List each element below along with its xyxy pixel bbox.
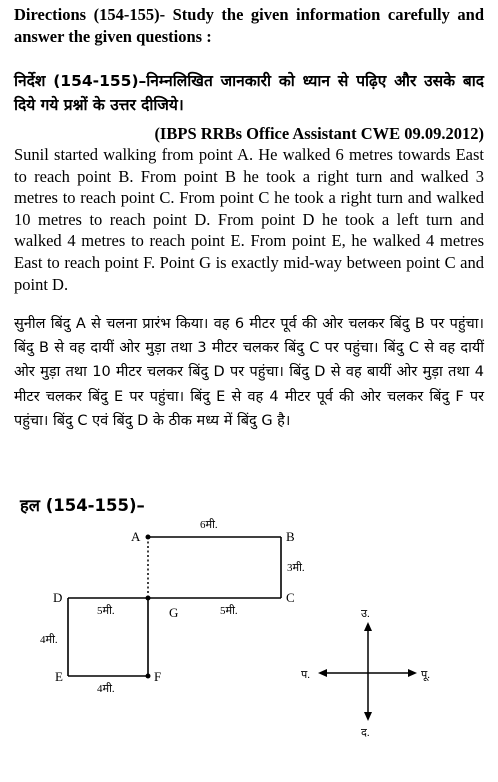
label-b: B <box>286 529 295 544</box>
compass-north: उ. <box>361 608 370 620</box>
direction-diagram <box>0 505 498 782</box>
point-f-dot <box>146 674 151 679</box>
compass-south: द. <box>361 727 370 739</box>
length-bc: 3मी. <box>287 562 305 574</box>
directions-hindi-text: निर्देश (154-155)–निम्नलिखित जानकारी को ध्यान से पढ़िए और उसके बाद दिये गये प्रश्नों के उत्तर दीजिये। <box>14 72 484 114</box>
solution-label: हल (154-155)– <box>20 496 145 515</box>
label-c: C <box>286 590 295 605</box>
compass-east: पू. <box>421 669 430 681</box>
length-gc: 5मी. <box>220 605 238 617</box>
arrow-east-icon <box>408 669 417 677</box>
label-g: G <box>169 605 179 620</box>
label-a: A <box>131 529 141 544</box>
directions-text: Directions (154-155)- Study the given information carefully and answer the given questions : <box>14 5 484 46</box>
arrow-south-icon <box>364 712 372 721</box>
length-dg: 5मी. <box>97 605 115 617</box>
point-a-dot <box>146 535 151 540</box>
length-ef: 4मी. <box>97 683 115 695</box>
label-d: D <box>53 590 63 605</box>
compass-west: प. <box>301 669 310 681</box>
point-g-dot <box>146 596 151 601</box>
compass <box>301 608 430 739</box>
arrow-north-icon <box>364 622 372 631</box>
question-paragraph-english: Sunil started walking from point A. He walked 6 metres towards East to reach point B. From point B he took a right turn and walked 3 metres to reach point C. From point C he took a right turn and walked 10 metres to reach point D. From point D he took a left turn and walked 4 metres to reach point E. From point E, he walked 4 metres East to reach point F. Point G is exactly mid-way between point C and point D. <box>14 145 484 294</box>
label-f: F <box>154 669 162 684</box>
exam-source: (IBPS RRBs Office Assistant CWE 09.09.2012) <box>154 124 484 143</box>
length-ab: 6मी. <box>200 519 218 531</box>
label-e: E <box>55 669 63 684</box>
arrow-west-icon <box>318 669 327 677</box>
length-de: 4मी. <box>40 634 58 646</box>
question-paragraph-hindi: सुनील बिंदु A से चलना प्रारंभ किया। वह 6 मीटर पूर्व की ओर चलकर बिंदु B पर पहुंचा। बिंदु B से वह दायीं ओर मुड़ा तथा 3 मीटर चलकर बिंदु C पर पहुंचा। बिंदु C से वह दायीं ओर मुड़ा तथा 10 मीटर चलकर बिंदु D पर पहुंचा। बिंदु D से वह बायीं ओर मुड़ा तथा 4 मीटर चलकर बिंदु E पर पहुंचा। बिंदु E से वह 4 मीटर पूर्व की ओर चलकर बिंदु F पर पहुंचा। बिंदु C एवं बिंदु D के ठीक मध्य में बिंदु G है। <box>14 316 484 429</box>
